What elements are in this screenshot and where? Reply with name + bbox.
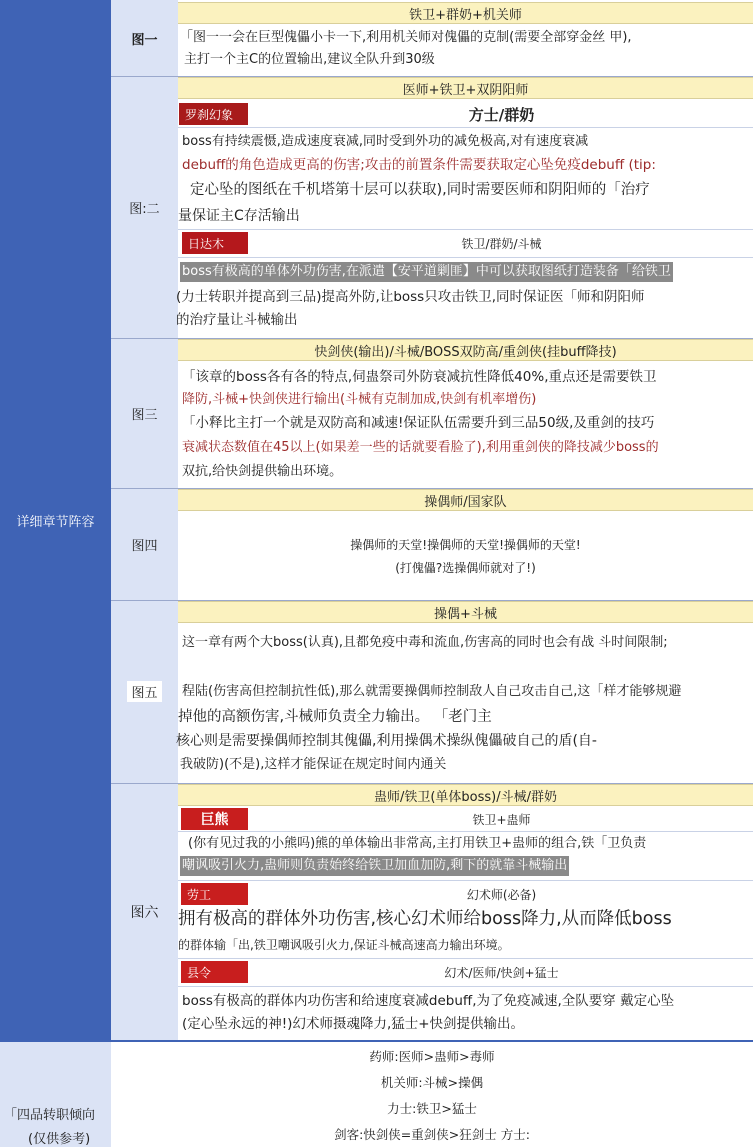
fig5-text-3: 掉他的高额伤害,斗械师负责全力输出。 「老门主: [178, 709, 492, 725]
bottom-text-2: [111, 1072, 753, 1094]
bottom-text-1-content: 药师:医师>蛊师>毒师: [369, 1049, 495, 1064]
fig6-boss1-text-2: 嘲讽吸引火力,蛊师则负责始终给铁卫加血加防,剩下的就靠斗械输出: [180, 856, 569, 876]
fig4-text-2: [178, 558, 753, 578]
sidebar-bottom-label-1: 「四品转职倾向: [4, 1108, 96, 1123]
sidebar-main: [0, 0, 111, 1040]
fig5-text-1: 这一章有两个大boss(认真),且都免疫中毒和流血,伤害高的同时也会有战 斗时间限制;: [182, 635, 668, 650]
fig3-text-4: 衰减状态数值在45以上(如果差一些的话就要看脸了),利用重剑侠的降技减少boss的: [182, 440, 659, 455]
fig2-divider: [178, 257, 753, 258]
fig2-boss1-team: [250, 101, 753, 127]
fig2-boss2-text-3: 的治疗量让斗械输出: [176, 312, 298, 328]
fig2-boss1-team-text: 方士/群奶: [468, 105, 535, 124]
fig4-header: [178, 489, 753, 511]
fig2-divider: [178, 127, 753, 128]
fig4-text-2-content: (打傀儡?选操偶师就对了!): [395, 561, 536, 575]
fig5-label-text: 图五: [127, 681, 161, 702]
fig6-header: [178, 784, 753, 806]
fig2-divider: [178, 229, 753, 230]
bottom-text-4: [111, 1124, 753, 1146]
fig5-text-4: 核心则是需要操偶师控制其傀儡,利用操偶术操纵傀儡破自己的盾(自-: [176, 733, 597, 749]
fig2-label: [111, 76, 178, 338]
bottom-text-1: [111, 1046, 753, 1068]
fig2-header: [178, 77, 753, 99]
bottom-text-3-content: 力士:铁卫>猛士: [387, 1101, 477, 1116]
fig3-text-2: 降防,斗械+快剑侠进行输出(斗械有克制加成,快剑有机率增伤): [182, 392, 537, 407]
fig4-header-text: 操偶师/国家队: [424, 494, 507, 510]
fig6-boss1-tag: [181, 808, 248, 830]
fig2-boss2-text-2: (力士转职并提高到三品)提高外防,让boss只攻击铁卫,同时保证医「师和阴阳师: [176, 289, 645, 305]
fig2-header-text: 医师+铁卫+双阴阳师: [402, 82, 529, 98]
fig4-text-1: [178, 535, 753, 555]
fig3-header-text: 快剑侠(输出)/斗械/BOSS双防高/重剑侠(挂buff降技): [314, 344, 617, 360]
fig6-boss3-tag-text: 县令: [187, 965, 212, 980]
fig6-divider: [178, 958, 753, 959]
fig6-boss2-tag: [181, 883, 248, 905]
fig5-text-2: 程陆(伤害高但控制抗性低),那么就需要操偶师控制敌人自己攻击自己,这「样才能够规避: [182, 684, 682, 699]
fig6-divider: [178, 986, 753, 987]
fig1-text-1: 「图一一会在巨型傀儡小卡一下,利用机关师对傀儡的克制(需要全部穿金丝 甲),: [180, 30, 632, 45]
fig2-label-text: 图:二: [129, 201, 160, 217]
bottom-text-2-content: 机关师:斗械>操偶: [380, 1075, 484, 1090]
bottom-text-4-content: 剑客:快剑侠=重剑侠>狂剑士 方士:: [334, 1127, 530, 1142]
fig1-text-2: 主打一个主C的位置输出,建议全队升到30级: [184, 52, 435, 67]
fig6-label: [111, 783, 178, 1040]
fig2-boss1-text-4: 量保证主C存活输出: [178, 208, 300, 224]
fig6-boss1-team: [250, 808, 753, 830]
fig3-text-3: 「小释比主打一个就是双防高和减速!保证队伍需要升到三品50级,及重剑的技巧: [182, 415, 655, 431]
fig2-boss1-tag-text: 罗刹幻象: [185, 107, 234, 122]
fig4-text-1-content: 操偶师的天堂!操偶师的天堂!操偶师的天堂!: [350, 538, 581, 552]
fig6-label-text: 图六: [130, 904, 159, 921]
fig6-boss1-tag-text: 巨熊: [200, 812, 229, 828]
fig6-boss2-text-1: 拥有极高的群体外功伤害,核心幻术师给boss降力,从而降低boss: [178, 909, 672, 929]
fig6-boss2-text-2: 的群体输「出,铁卫嘲讽吸引火力,保证斗械高速高力输出环境。: [178, 938, 510, 952]
fig6-divider: [178, 880, 753, 881]
fig6-boss3-text-1: boss有极高的群体内功伤害和给速度衰减debuff,为了免疫减速,全队要穿 戴定心坠: [182, 993, 675, 1009]
fig2-boss1-tag: [179, 103, 248, 125]
fig3-label-text: 图三: [131, 407, 158, 423]
fig2-boss2-tag-text: 日达木: [188, 236, 225, 251]
fig6-boss3-text-2: (定心坠永远的神!)幻术师摄魂降力,猛士+快剑提供输出。: [182, 1016, 525, 1032]
fig5-header-text: 操偶+斗械: [434, 606, 497, 622]
fig6-boss1-text-1: (你有见过我的小熊吗)熊的单体输出非常高,主打用铁卫+蛊师的组合,铁「卫负责: [188, 836, 647, 851]
fig2-boss1-text-1: boss有持续震慑,造成速度衰减,同时受到外功的减免极高,对有速度衰减: [182, 134, 589, 149]
fig4-label-text: 图四: [131, 538, 158, 554]
fig6-boss2-tag-text: 劳工: [187, 887, 212, 902]
fig2-boss1-text-3: 定心坠的图纸在千机塔第十层可以获取),同时需要医师和阴阳师的「治疗: [190, 182, 650, 198]
fig4-label: [111, 488, 178, 600]
fig2-boss2-team: [250, 232, 753, 254]
bottom-text-3: [111, 1098, 753, 1120]
sidebar-bottom: [0, 1040, 111, 1147]
fig6-divider: [178, 831, 753, 832]
fig6-boss2-team: [250, 883, 753, 905]
fig2-boss1-text-2: debuff的角色造成更高的伤害;攻击的前置条件需要获取定心坠免疫debuff (tip:: [182, 157, 656, 173]
fig1-label: [111, 0, 178, 76]
fig2-boss2-team-text: 铁卫/群奶/斗械: [461, 236, 542, 251]
bottom-divider: [0, 1040, 753, 1042]
fig6-boss1-team-text: 铁卫+蛊师: [472, 812, 531, 827]
fig1-label-text: 图一: [131, 32, 158, 48]
fig3-text-1: 「该章的boss各有各的特点,伺蛊祭司外防衰减抗性降低40%,重点还是需要铁卫: [182, 369, 657, 385]
fig5-text-5: 我破防)(不是),这样才能保证在规定时间内通关: [180, 757, 447, 772]
fig3-label: [111, 338, 178, 488]
fig1-header-text: 铁卫+群奶+机关师: [409, 7, 522, 23]
fig1-header: [178, 2, 753, 24]
fig6-boss3-team: [250, 961, 753, 983]
sidebar-main-label: 详细章节阵容: [16, 514, 95, 530]
fig6-boss3-tag: [181, 961, 248, 983]
fig2-boss2-text-1: boss有极高的单体外功伤害,在派遣【安平道剿匪】中可以获取图纸打造装备「给铁卫: [180, 262, 673, 282]
fig6-header-text: 蛊师/铁卫(单体boss)/斗械/群奶: [373, 789, 558, 805]
sidebar-bottom-label-2: (仅供参考): [28, 1132, 91, 1147]
fig3-text-5: 双抗,给快剑提供输出环境。: [182, 464, 343, 479]
fig5-header: [178, 601, 753, 623]
fig2-boss2-tag: [182, 232, 248, 254]
fig6-boss2-team-text: 幻术师(必备): [466, 887, 537, 902]
fig5-label: [111, 600, 178, 783]
fig3-header: [178, 339, 753, 361]
fig6-boss3-team-text: 幻术/医师/快剑+猛士: [444, 965, 559, 980]
